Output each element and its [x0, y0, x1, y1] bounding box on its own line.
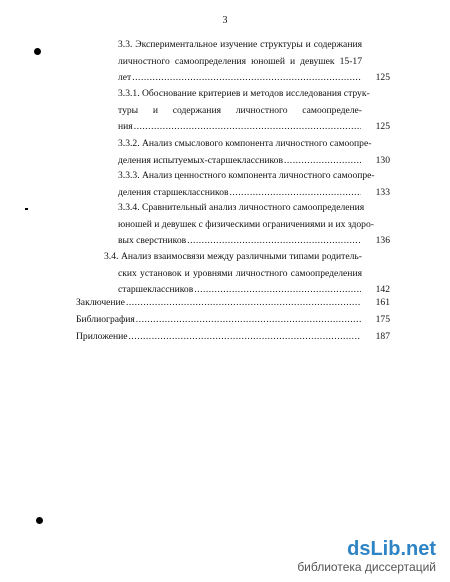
scan-speck — [25, 208, 28, 210]
toc-page-number: 125 — [375, 72, 390, 83]
toc-entry-title: ских установок и уровнями личностного самоопределения — [118, 267, 362, 279]
toc-entry-3-3[interactable] — [118, 37, 390, 87]
toc-entry-title: Библиография — [76, 314, 135, 325]
toc-entry-bibliography[interactable] — [76, 312, 390, 329]
leader-dots — [136, 312, 361, 329]
toc-entry-conclusion[interactable] — [76, 295, 390, 312]
watermark-logo: dsLib.net — [347, 538, 436, 560]
toc-entry-title: 3.4. Анализ взаимосвязи между различными типами родитель- — [104, 251, 362, 262]
toc-page-number: 133 — [375, 186, 390, 198]
toc-entry-title: Приложение — [76, 331, 128, 342]
toc-entry-title: 3.3.3. Анализ ценностного компонента личностного самоопре- — [118, 170, 375, 181]
watermark-tagline: библиотека диссертаций — [297, 560, 436, 574]
toc-entry-3-3-3[interactable] — [118, 168, 390, 201]
watermark — [297, 538, 436, 574]
toc-entry-title: деления испытуемых-старшеклассников — [118, 154, 283, 166]
leader-dots — [284, 153, 361, 170]
toc-entry-3-3-2[interactable] — [118, 136, 390, 169]
toc-entry-3-3-4[interactable] — [118, 200, 390, 250]
punch-hole-mark — [34, 48, 41, 55]
toc-entry-title: старшеклассников — [118, 284, 194, 295]
toc-page-number: 175 — [375, 314, 390, 325]
toc-entry-title: 3.3. Экспериментальное изучение структуры и содержания — [118, 39, 362, 50]
punch-hole-mark — [36, 517, 43, 524]
toc-entry-title: Заключение — [76, 297, 125, 308]
leader-dots — [129, 329, 362, 346]
toc-entry-title: 3.3.1. Обоснование критериев и методов исследования струк- — [118, 88, 370, 99]
toc-page-number: 161 — [375, 297, 390, 308]
leader-dots — [187, 233, 361, 250]
toc-entry-title: 3.3.4. Сравнительный анализ личностного самоопределения — [118, 202, 365, 213]
leader-dots — [126, 295, 361, 312]
toc-entry-title: 3.3.2. Анализ смыслового компонента личностного самоопре- — [118, 138, 372, 149]
toc-entry-appendix[interactable] — [76, 329, 390, 346]
toc-entry-title: деления старшеклассников — [118, 186, 229, 198]
toc-entry-title: юношей и девушек с физическими ограничениями и их здоро- — [118, 218, 374, 230]
toc-page-number: 125 — [375, 121, 390, 132]
leader-dots — [134, 119, 361, 136]
toc-entry-title: ния — [118, 121, 133, 132]
leader-dots — [230, 185, 361, 202]
toc-entry-3-3-1[interactable] — [118, 86, 390, 136]
toc-page-number: 136 — [375, 235, 390, 246]
toc-entry-title: вых сверстников — [118, 235, 187, 246]
toc-entry-3-4[interactable] — [104, 249, 390, 299]
toc-entry-title: лет — [118, 72, 132, 83]
toc-entry-title: личностного самоопределения юношей и девушек 15-17 — [118, 55, 362, 67]
leader-dots — [132, 70, 361, 87]
toc-page-number: 142 — [375, 284, 390, 295]
toc-page-number: 187 — [375, 331, 390, 342]
toc-page-number: 130 — [375, 154, 390, 166]
page-number: 3 — [222, 15, 228, 26]
toc-entry-title: туры и содержания личностного самоопределе- — [118, 104, 362, 116]
